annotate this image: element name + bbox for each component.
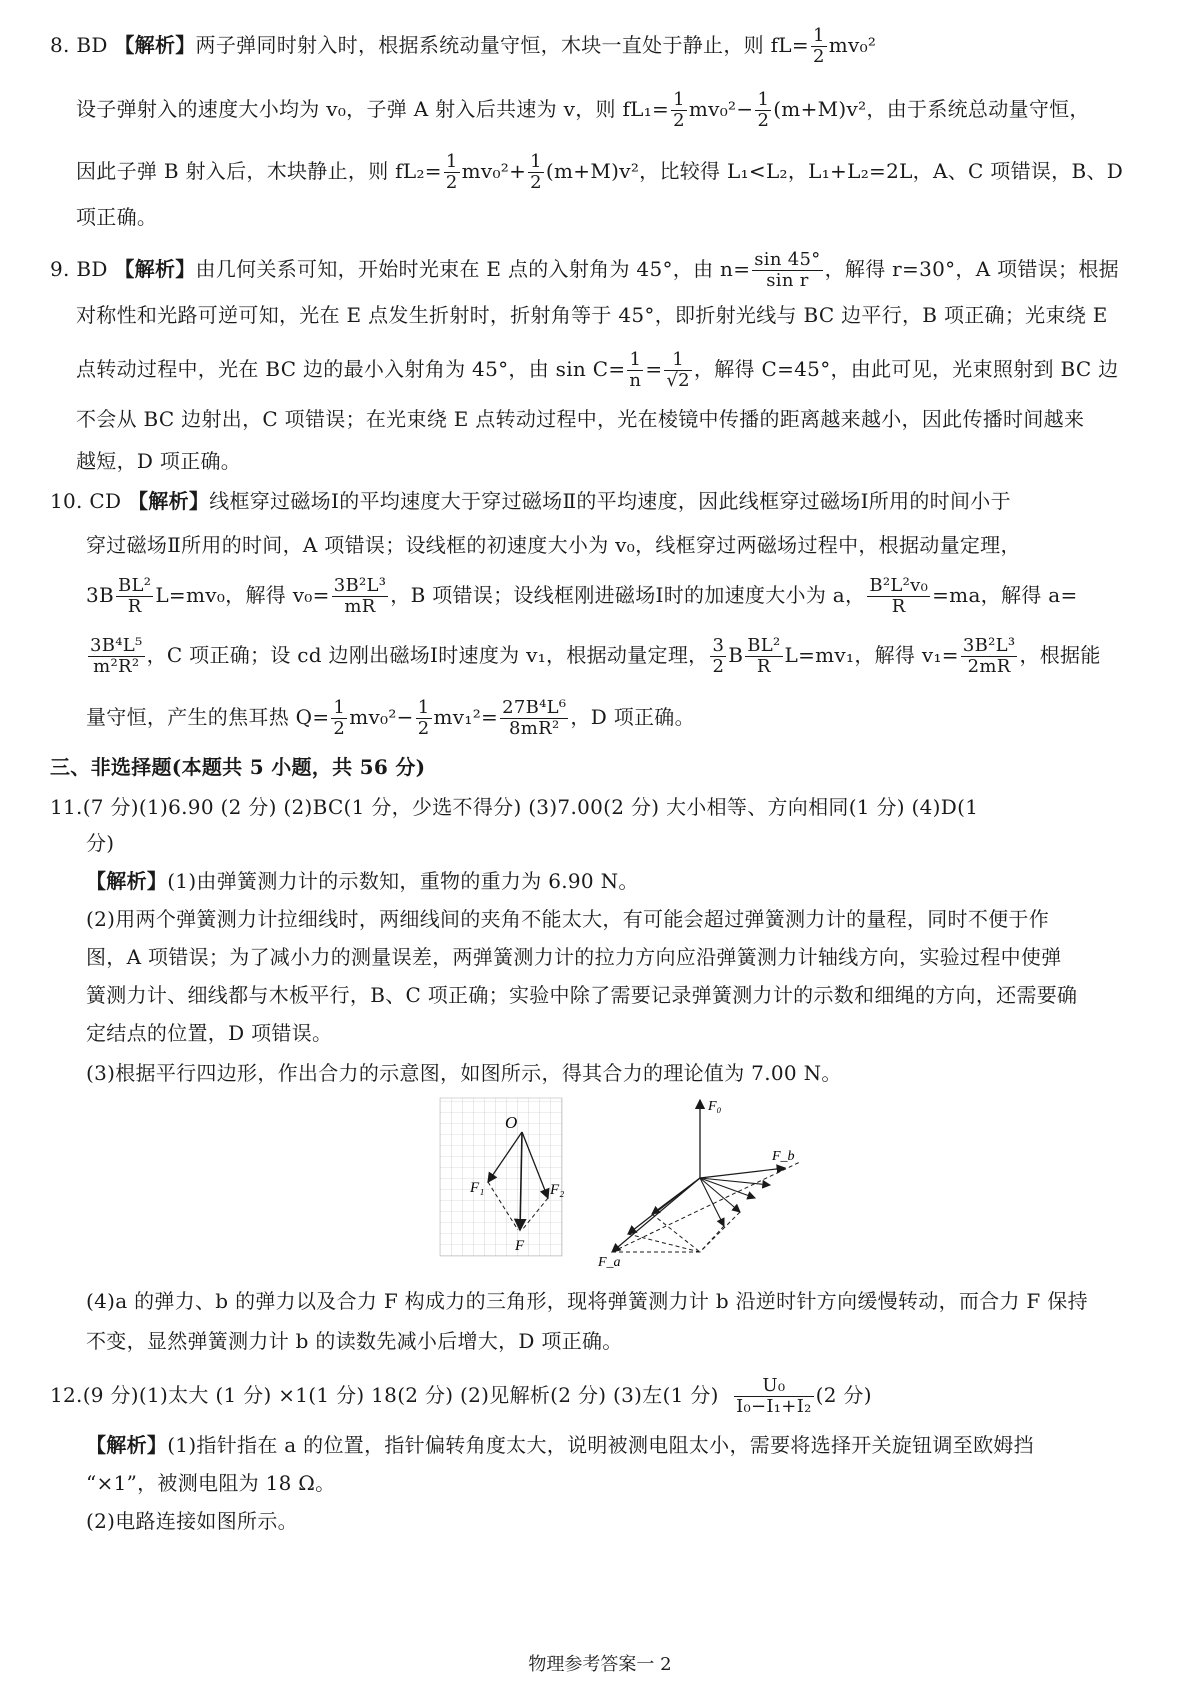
q10-line2: 穿过磁场Ⅱ所用的时间，A 项错误；设线框的初速度大小为 v₀，线框穿过两磁场过程中，根据动量定理，: [86, 533, 1021, 557]
q10-line5: 量守恒，产生的焦耳热 Q= $\frac{1}{2}$ mv₀²− $\frac{1}{2}$ mv₁²= $\frac{\text{27B⁴L⁶}}{\text{8mR²}}$ ，D 项正确。: [86, 697, 695, 739]
fraction: $\frac{\text{3B²L³}}{mR}$: [333, 575, 387, 617]
q11-analysis-7: (4)a 的弹力、b 的弹力以及合力 F 构成力的三角形，现将弹簧测力计 b 沿逆时针方向缓慢转动，而合力 F 保持: [86, 1289, 1088, 1313]
q9-label: 9. BD: [50, 257, 108, 281]
fraction: $\frac{\text{B²L²v₀}}{R}$: [869, 575, 929, 617]
q10-line3: 3B $\frac{\text{BL²}}{R}$ L=mv₀，解得 v₀= $\frac{\text{3B²L³}}{mR}$ ，B 项错误；设线框刚进磁场Ⅰ时的加速度大小为 a， $\frac{\text{B²L²v₀}}{R}$ =ma，解得 a=: [86, 575, 1078, 617]
q11-analysis-6: (3)根据平行四边形，作出合力的示意图，如图所示，得其合力的理论值为 7.00 N。: [86, 1061, 842, 1085]
fraction: $\frac{1}{2}$: [812, 25, 825, 67]
q10-tag: 【解析】: [127, 489, 210, 513]
label-f2: F₂: [550, 1182, 565, 1198]
fraction: $\frac{\sin 45^\circ}{\text{sin r}}$: [754, 249, 821, 291]
q11-analysis-5: 定结点的位置，D 项错误。: [86, 1021, 333, 1045]
q12-analysis-1: 【解析】(1)指针指在 a 的位置，指针偏转角度太大，说明被测电阻太小，需要将选择开关旋钮调至欧姆挡: [86, 1433, 1034, 1457]
fraction: $\frac{\text{BL²}}{R}$: [118, 575, 152, 617]
force-diagrams: [0, 1090, 1200, 1290]
fraction: $\frac{1}{√2}$: [666, 349, 690, 391]
fraction: $\frac{\text{27B⁴L⁶}}{\text{8mR²}}$: [502, 697, 567, 739]
label-o: O: [505, 1113, 518, 1132]
q12-analysis-3: (2)电路连接如图所示。: [86, 1509, 298, 1533]
fraction: $\frac{\text{3B⁴L⁵}}{\text{m²R²}}$: [90, 635, 143, 677]
q9-line5: 越短，D 项正确。: [76, 449, 242, 473]
fraction: $\frac{1}{n}$: [629, 349, 642, 391]
q9-line3: 点转动过程中，光在 BC 边的最小入射角为 45°，由 sin C= $\frac{1}{n}$ = $\frac{1}{√2}$ ，解得 C=45°，由此可见，光束照射到 BC 边: [76, 349, 1119, 391]
q12-line1: 12.(9 分)(1)太大 (1 分) ×1(1 分) 18(2 分) (2)见解析(2 分) (3)左(1 分) $\frac{\text{U₀}}{\text{I₀−I₁+I₂}}$ (2 分): [50, 1375, 872, 1417]
fraction: $\frac{\text{U₀}}{\text{I₀−I₁+I₂}}$: [736, 1375, 812, 1417]
q9-line4: 不会从 BC 边射出，C 项错误；在光束绕 E 点转动过程中，光在棱镜中传播的距离越来越小，因此传播时间越来: [76, 407, 1085, 431]
label-fb: F_b: [772, 1149, 795, 1164]
q9-line2: 对称性和光路可逆可知，光在 E 点发生折射时，折射角等于 45°，即折射光线与 BC 边平行，B 项正确；光束绕 E: [76, 303, 1108, 327]
q10-line1: 10. CD 【解析】线框穿过磁场Ⅰ的平均速度大于穿过磁场Ⅱ的平均速度，因此线框穿过磁场Ⅰ所用的时间小于: [50, 489, 1011, 513]
parallelogram-figure: [440, 1098, 564, 1256]
q8-line3: 因此子弹 B 射入后，木块静止，则 fL₂= $\frac{1}{2}$ mv₀²+ $\frac{1}{2}$ (m+M)v²，比较得 L₁<L₂，L₁+L₂=2L，A、C 项错误，B、D: [76, 151, 1124, 193]
label-f1: F₁: [470, 1180, 485, 1196]
q11-analysis-2: (2)用两个弹簧测力计拉细线时，两细线间的夹角不能太大，有可能会超过弹簧测力计的量程，同时不便于作: [86, 907, 1050, 931]
q8-line2: 设子弹射入的速度大小均为 v₀，子弹 A 射入后共速为 v，则 fL₁= $\frac{1}{2}$ mv₀²− $\frac{1}{2}$ (m+M)v²，由于系统总动量守恒，: [76, 89, 1090, 131]
q8-line1: 8. BD 【解析】两子弹同时射入时，根据系统动量守恒，木块一直处于静止，则 fL= $\frac{1}{2}$ mv₀²: [50, 25, 877, 67]
fraction: $\frac{1}{2}$: [445, 151, 458, 193]
fraction: $\frac{1}{2}$: [757, 89, 770, 131]
q11-analysis-1: 【解析】(1)由弹簧测力计的示数知，重物的重力为 6.90 N。: [86, 869, 639, 893]
q11-analysis-4: 簧测力计、细线都与木板平行，B、C 项正确；实验中除了需要记录弹簧测力计的示数和细绳的方向，还需要确: [86, 983, 1078, 1007]
fraction: $\frac{1}{2}$: [530, 151, 542, 193]
q12-analysis-2: “×1”，被测电阻为 18 Ω。: [86, 1471, 336, 1495]
q10-line4: $\frac{\text{3B⁴L⁵}}{\text{m²R²}}$ ，C 项正确；设 cd 边刚出磁场Ⅰ时速度为 v₁，根据动量定理， $\frac{3}{2}$ B $\frac{\text{BL²}}{R}$ L=mv₁，解得 v₁= $\frac{\text{3B²L³}}{2mR}$ ，根据能: [90, 635, 1101, 677]
fraction: $\frac{1}{2}$: [673, 89, 685, 131]
fraction: $\frac{1}{2}$: [417, 697, 430, 739]
fraction: $\frac{\text{BL²}}{R}$: [747, 635, 781, 677]
page-footer: 物理参考答案一 2: [528, 1654, 672, 1675]
q11-line2: 分): [86, 831, 115, 855]
fraction: $\frac{3}{2}$: [712, 635, 725, 677]
q9-tag: 【解析】: [114, 257, 196, 281]
label-f: F: [515, 1238, 525, 1254]
q8-line4: 项正确。: [76, 205, 158, 229]
fraction: $\frac{\text{3B²L³}}{2mR}$: [962, 635, 1016, 677]
label-fa: F_a: [598, 1255, 621, 1270]
q10-label: 10. CD: [50, 489, 122, 513]
q9-line1: 9. BD 【解析】由几何关系可知，开始时光束在 E 点的入射角为 45°，由 n= $\frac{\sin 45^\circ}{\text{sin r}}$ ，解得 r=30°，A 项错误；根据: [50, 249, 1119, 291]
q11-analysis-3: 图，A 项错误；为了减小力的测量误差，两弹簧测力计的拉力方向应沿弹簧测力计轴线方向，实验过程中使弹: [86, 945, 1062, 969]
q11-analysis-8: 不变，显然弹簧测力计 b 的读数先减小后增大，D 项正确。: [86, 1329, 623, 1353]
section-heading: 三、非选择题(本题共 5 小题，共 56 分): [50, 755, 426, 779]
label-fo: F₀: [708, 1099, 722, 1114]
fraction: $\frac{1}{2}$: [333, 697, 346, 739]
q8-tag: 【解析】: [114, 33, 196, 57]
rotation-figure: [597, 1099, 800, 1270]
q11-line1: 11.(7 分)(1)6.90 (2 分) (2)BC(1 分，少选不得分) (3)7.00(2 分) 大小相等、方向相同(1 分) (4)D(1: [50, 795, 979, 819]
q8-label: 8. BD: [50, 33, 108, 57]
